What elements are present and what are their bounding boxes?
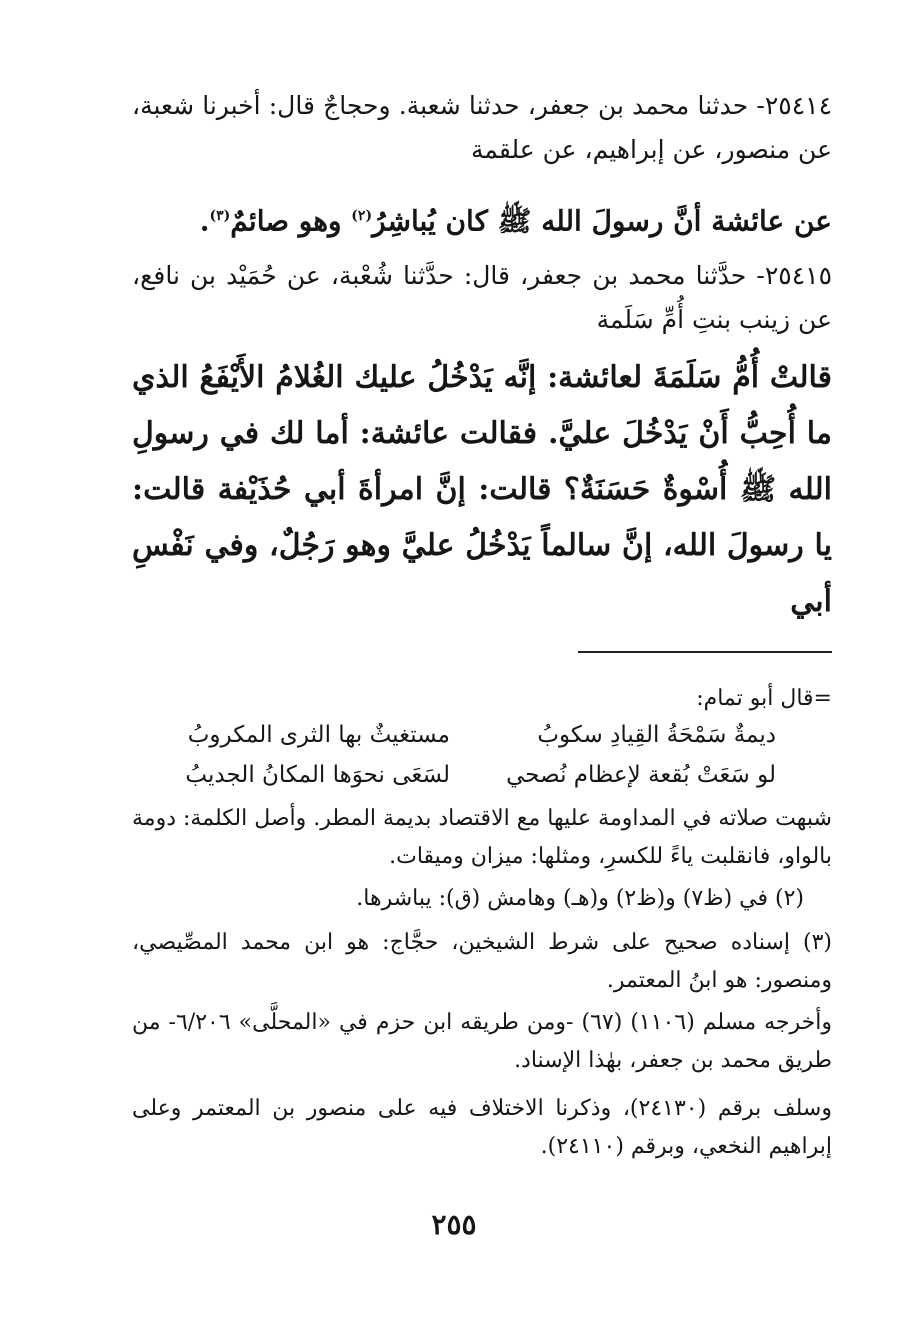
footnote-ref-3: (٣) [209, 208, 231, 224]
footnote-poet-intro: =قال أبو تمام: [696, 686, 832, 711]
verse-1-first-hemistich: ديمةٌ سَمْحَةُ القِيادِ سكوبُ [537, 722, 776, 748]
page-number: ٢٥٥ [431, 1208, 477, 1241]
footnote-3-para-2: وأخرجه مسلم (١١٠٦) (٦٧) -ومن طريقه ابن حزم في «المحلَّى» ٦/٢٠٦- من طريق محمد بن جعفر، بهٰذا الإسناد. [132, 1010, 832, 1073]
footnote-ref-2: (٢) [351, 208, 373, 224]
verse-1-second-hemistich: مستغيثٌ بها الثرى المكروبُ [187, 722, 450, 748]
hadith-25415-isnad: ٢٥٤١٥- حدَّثنا محمد بن جعفر، قال: حدَّثنا شُعْبة، عن حُمَيْد بن نافع، عن زينب بنتِ أُمِّ سَلَمة [132, 261, 832, 334]
matn-text-b: وهو صائمٌ [230, 204, 352, 238]
footnote-2: (٢) في (ظ٧) و(ظ٢) و(هـ) وهامش (ق): يباشرها. [356, 886, 804, 911]
hadith-25414-matn [132, 188, 832, 249]
footnote-3-para-3: وسلف برقم (٢٤١٣٠)، وذكرنا الاختلاف فيه على منصور بن المعتمر وعلى إبراهيم النخعي، وبرقم (٢٤١١٠). [132, 1096, 832, 1159]
verse-2-first-hemistich: لو سَعَتْ بُقعة لإعظام نُصحي [506, 762, 776, 788]
matn-text-end: . [199, 204, 210, 238]
footnote-3-para-1: (٣) إسناده صحيح على شرط الشيخين، حجَّاج: هو ابن محمد المصِّيصي، ومنصور: هو ابنُ المعتمر. [132, 930, 832, 993]
hadith-25414-isnad: ٢٥٤١٤- حدثنا محمد بن جعفر، حدثنا شعبة. وحجاجٌ قال: أخبرنا شعبة، عن منصور، عن إبراهيم، عن علقمة [132, 91, 832, 164]
matn-text-a: عن عائشة أنَّ رسولَ الله ﷺ كان يُباشِرُ [372, 204, 832, 238]
verse-2-second-hemistich: لسَعَى نحوَها المكانُ الجديبُ [185, 762, 450, 788]
footnote-separator [578, 651, 832, 653]
footnote-1-continuation: شبهت صلاته في المداومة عليها مع الاقتصاد بديمة المطر. وأصل الكلمة: دومة بالواو، فانقلبت ياءً للكسرِ، ومثلها: ميزان وميقات. [132, 806, 832, 869]
hadith-25415-matn: قالتْ أُمُّ سَلَمَةَ لعائشة: إنَّه يَدْخُلُ عليك الغُلامُ الأَيْفَعُ الذي ما أُحِبُّ أَنْ يَدْخُلَ عليَّ. فقالت عائشة: أما لك في رسولِ الله ﷺ أُسْوةٌ حَسَنَةٌ؟ قالت: إنَّ امرأةَ أبي حُذَيْفة قالت: يا رسولَ الله، إنَّ سالماً يَدْخُلُ عليَّ وهو رَجُلٌ، وفي نَفْسِ أبي [132, 360, 832, 619]
